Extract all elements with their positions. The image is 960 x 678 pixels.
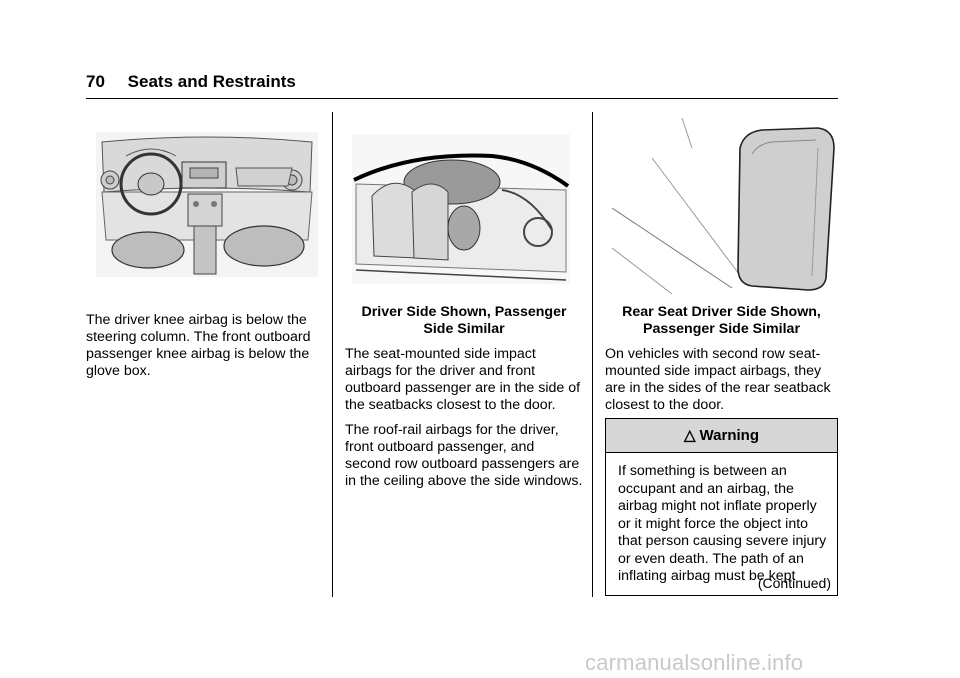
continued-label: (Continued) (757, 575, 831, 591)
rear-seat-airbag-paragraph: On vehicles with second row seat-mounted side impact airbags, they are in the sides of the rear seatback closest to the door. (605, 346, 831, 413)
warning-title: Warning (699, 427, 759, 444)
column-divider-2 (592, 112, 593, 597)
side-airbag-caption-line1: Driver Side Shown, Passenger (361, 304, 567, 320)
warning-box (605, 418, 838, 596)
rear-seat-airbag-caption-line1: Rear Seat Driver Side Shown, (622, 304, 821, 320)
knee-airbag-illustration (96, 132, 318, 277)
watermark: carmanualsonline.info (585, 650, 804, 675)
warning-text: If something is between an occupant and an airbag, the airbag might not inflate properly or it might force the object into that person causing severe injury or even death. The path of an inflating airbag must be kept (618, 463, 827, 584)
side-airbag-caption (345, 304, 583, 338)
header-rule (86, 98, 838, 99)
section-title: Seats and Restraints (127, 72, 296, 91)
side-airbag-caption-line2: Side Similar (423, 321, 505, 337)
column-divider-1 (332, 112, 333, 597)
rear-seat-airbag-column (605, 304, 838, 422)
knee-airbag-description (86, 312, 326, 388)
seat-mounted-airbag-paragraph: The seat-mounted side impact airbags for the driver and front outboard passenger are in the side of the seatbacks closest to the door. (345, 346, 581, 413)
rear-seat-airbag-caption-line2: Passenger Side Similar (643, 321, 800, 337)
roof-rail-airbag-paragraph: The roof-rail airbags for the driver, front outboard passenger, and second row outboard passengers are in the ceiling above the side windows. (345, 422, 583, 489)
page-number: 70 (86, 72, 105, 91)
warning-triangle-icon: △ (684, 427, 696, 444)
rear-seat-airbag-caption (605, 304, 838, 338)
warning-header (606, 419, 837, 453)
side-airbag-column (345, 304, 583, 498)
page-header (86, 72, 296, 92)
rear-seat-airbag-illustration (612, 118, 838, 294)
knee-airbag-paragraph: The driver knee airbag is below the steering column. The front outboard passenger knee airbag is below the glove box. (86, 312, 311, 379)
side-airbag-illustration (352, 134, 570, 284)
